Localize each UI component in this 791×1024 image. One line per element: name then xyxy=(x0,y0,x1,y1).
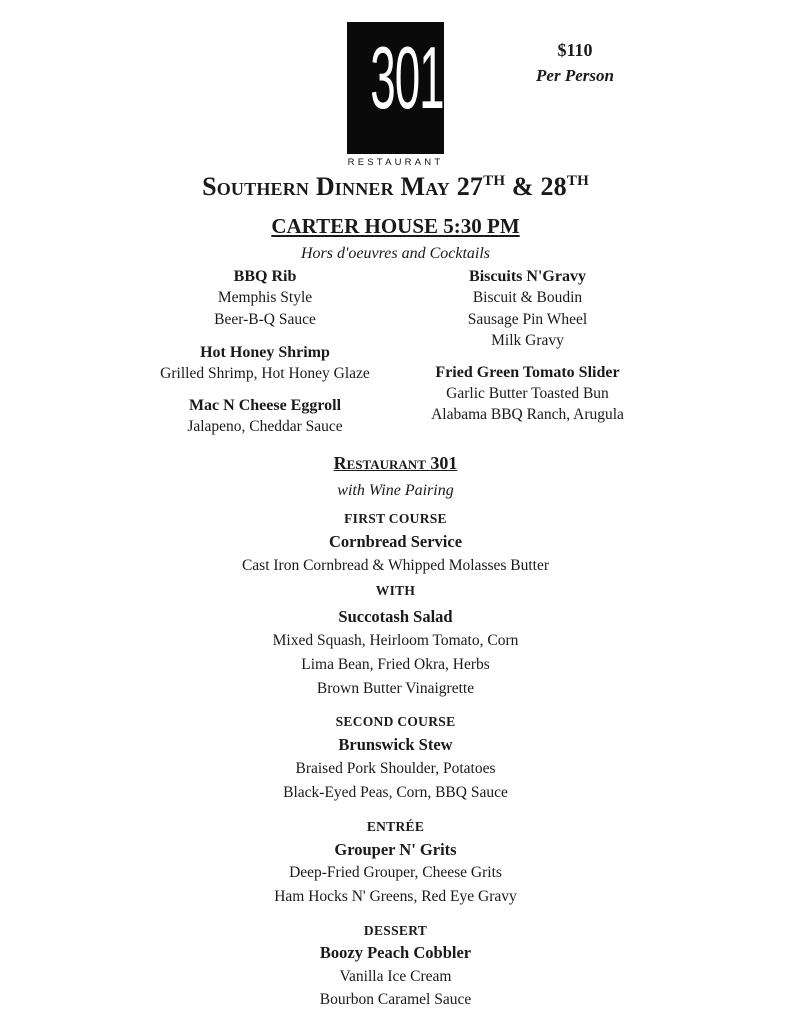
dish-line: Cast Iron Cornbread & Whipped Molasses Butter xyxy=(241,557,550,574)
dish-line: Black-Eyed Peas, Corn, BBQ Sauce xyxy=(283,784,508,801)
menu-item-line: Jalapeno, Cheddar Sauce xyxy=(187,417,343,435)
title-sup-1: TH xyxy=(483,173,506,189)
menu-item-line: Grilled Shrimp, Hot Honey Glaze xyxy=(160,365,370,382)
menu-item-name: Biscuits N'Gravy xyxy=(469,268,586,285)
carter-heading: CARTER HOUSE 5:30 PM xyxy=(271,214,520,238)
dish-line: Vanilla Ice Cream xyxy=(339,968,452,985)
menu-item-line: Milk Gravy xyxy=(491,332,564,349)
menu-item-name: Hot Honey Shrimp xyxy=(200,344,330,361)
carter-left-column xyxy=(145,268,385,437)
logo-number: 301 xyxy=(370,28,444,127)
dish-line: Brown Butter Vinaigrette xyxy=(316,680,475,697)
logo-subtitle: RESTAURANT xyxy=(347,157,444,168)
menu-item-line: Sausage Pin Wheel xyxy=(467,310,588,328)
dish-line: Braised Pork Shoulder, Potatoes xyxy=(295,760,496,777)
title-sup-2: TH xyxy=(566,173,589,189)
course-label-dessert: DESSERT xyxy=(363,923,428,938)
course-label-entree: ENTRÉE xyxy=(366,819,425,834)
menu-item-line: Garlic Butter Toasted Bun xyxy=(446,384,609,402)
price-per-person: Per Person xyxy=(536,66,614,85)
menu-item-line: Memphis Style xyxy=(217,289,313,306)
menu-item-line: Biscuit & Boudin xyxy=(472,289,583,306)
title-mid: & 28 xyxy=(505,172,567,201)
title-text: Southern Dinner May 27 xyxy=(202,172,484,201)
carter-subheading: Hors d'oeuvres and Cocktails xyxy=(300,245,491,262)
dish-name: Cornbread Service xyxy=(328,532,463,551)
course-label-second: SECOND COURSE xyxy=(335,714,456,729)
price-amount: $110 xyxy=(557,40,593,60)
restaurant-subheading: with Wine Pairing xyxy=(337,482,454,499)
menu-item-name: Mac N Cheese Eggroll xyxy=(188,396,342,414)
menu-item-line: Alabama BBQ Ranch, Arugula xyxy=(431,406,624,423)
menu-item-name: Fried Green Tomato Slider xyxy=(435,363,620,381)
dish-line: Bourbon Caramel Sauce xyxy=(319,991,472,1008)
page-title xyxy=(0,172,791,202)
dish-line: Ham Hocks N' Greens, Red Eye Gravy xyxy=(274,888,517,905)
carter-right-column xyxy=(405,268,650,426)
dish-name: Brunswick Stew xyxy=(338,735,453,754)
course-label-first: FIRST COURSE xyxy=(344,511,447,526)
dish-line: Deep-Fried Grouper, Cheese Grits xyxy=(289,864,502,881)
dish-name: Boozy Peach Cobbler xyxy=(319,943,472,962)
dish-name: Grouper N' Grits xyxy=(334,840,457,859)
menu-item-name: BBQ Rib xyxy=(233,268,297,285)
dish-name: Succotash Salad xyxy=(338,607,453,626)
restaurant-heading: Restaurant 301 xyxy=(333,453,458,473)
menu-item-line: Beer-B-Q Sauce xyxy=(214,310,316,328)
with-label: WITH xyxy=(375,583,416,598)
dish-line: Mixed Squash, Heirloom Tomato, Corn xyxy=(272,632,519,649)
dish-line: Lima Bean, Fried Okra, Herbs xyxy=(301,656,490,673)
